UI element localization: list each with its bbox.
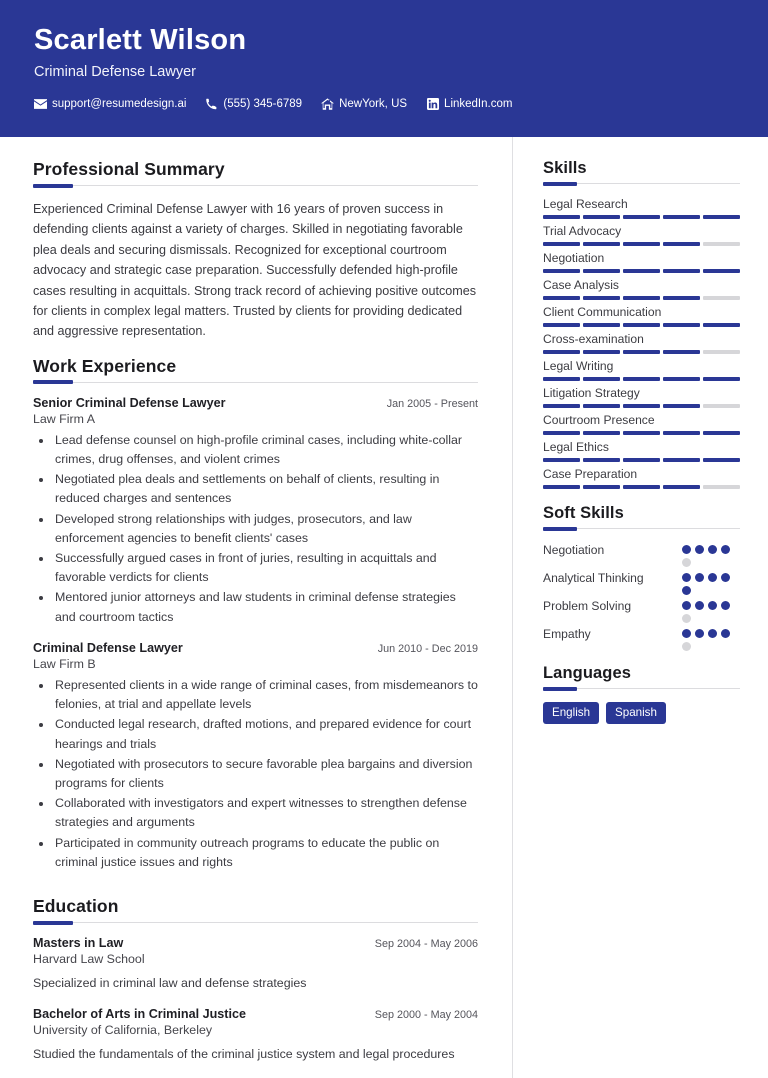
skill-segment (583, 269, 620, 273)
rating-dot (682, 586, 691, 595)
skill-level-bar (543, 485, 740, 489)
skill-row (543, 359, 740, 381)
skill-level-bar (543, 296, 740, 300)
skill-level-bar (543, 242, 740, 246)
contact-text: LinkedIn.com (444, 97, 513, 110)
skill-label: Case Analysis (543, 278, 619, 292)
contact-item[interactable] (321, 97, 407, 110)
skill-segment (543, 458, 580, 462)
section-education (33, 896, 478, 1064)
skill-segment (623, 431, 660, 435)
bullet-item: • Conducted legal research, drafted motions, and prepared evidence for court hearings and trials (53, 715, 478, 753)
entry-organization: Harvard Law School (33, 952, 145, 967)
section-rule (543, 183, 740, 184)
section-title-soft-skills: Soft Skills (543, 504, 624, 522)
language-chip[interactable]: English (543, 702, 599, 724)
spacer (543, 654, 740, 664)
section-title-experience: Work Experience (33, 355, 177, 376)
entry-organization: Law Firm B (33, 656, 96, 671)
entry-organization: University of California, Berkeley (33, 1023, 213, 1038)
skill-level-bar (543, 269, 740, 273)
skill-label: Client Communication (543, 305, 662, 319)
rating-dot (682, 545, 691, 554)
skill-segment (703, 458, 740, 462)
rating-dot (721, 629, 730, 638)
skill-segment (703, 296, 740, 300)
skill-segment (663, 242, 700, 246)
entry-date: Sep 2000 - May 2004 (374, 1009, 478, 1022)
rating-dot (721, 545, 730, 554)
section-soft-skills (543, 504, 740, 651)
skill-row (543, 386, 740, 408)
section-rule (33, 922, 478, 923)
skill-segment (583, 215, 620, 219)
soft-skill-dots (682, 570, 740, 595)
soft-skills-list (543, 542, 740, 651)
entry-head (33, 936, 478, 950)
skill-level-bar (543, 323, 740, 327)
language-chip[interactable]: Spanish (606, 702, 666, 724)
bullet-item: • Developed strong relationships with judges, prosecutors, and law enforcement agencies to benefit clients' cases (53, 510, 478, 548)
skill-segment (663, 323, 700, 327)
job-title: Criminal Defense Lawyer (34, 64, 196, 81)
skills-list (543, 197, 740, 489)
rating-dot (695, 573, 704, 582)
skill-label: Cross-examination (543, 332, 644, 346)
email-icon (34, 97, 47, 110)
skill-segment (663, 458, 700, 462)
skill-segment (583, 404, 620, 408)
rating-dot (682, 601, 691, 610)
entry-head (33, 641, 478, 655)
entry-bullets (33, 431, 478, 627)
skill-segment (543, 242, 580, 246)
skill-row (543, 251, 740, 273)
skill-segment (543, 215, 580, 219)
contact-text: support@resumedesign.ai (52, 97, 187, 110)
skill-segment (543, 296, 580, 300)
skill-label: Legal Ethics (543, 440, 609, 454)
rating-dot (695, 545, 704, 554)
skill-segment (583, 431, 620, 435)
experience-list (33, 396, 478, 872)
skill-segment (703, 323, 740, 327)
skill-segment (623, 215, 660, 219)
skill-segment (623, 296, 660, 300)
entry-head (33, 396, 478, 410)
rating-dot (695, 601, 704, 610)
soft-skill-label: Negotiation (543, 543, 605, 557)
rating-dot (682, 642, 691, 651)
skill-segment (623, 458, 660, 462)
skill-segment (583, 296, 620, 300)
contact-item[interactable] (205, 97, 302, 110)
resume-header (0, 0, 768, 137)
entry-title: Senior Criminal Defense Lawyer (33, 395, 226, 410)
skill-segment (703, 350, 740, 354)
entry (33, 1007, 478, 1064)
contact-text: NewYork, US (339, 97, 408, 110)
entry-head (33, 1007, 478, 1021)
section-title-languages: Languages (543, 664, 632, 682)
skill-label: Trial Advocacy (543, 224, 622, 238)
rating-dot (721, 601, 730, 610)
entry-date: Sep 2004 - May 2006 (374, 938, 478, 951)
skill-row (543, 305, 740, 327)
skill-segment (623, 242, 660, 246)
skill-segment (543, 431, 580, 435)
skill-segment (583, 458, 620, 462)
skill-segment (663, 215, 700, 219)
skill-level-bar (543, 431, 740, 435)
spacer (33, 342, 478, 356)
skill-segment (703, 431, 740, 435)
skill-segment (583, 350, 620, 354)
skill-level-bar (543, 377, 740, 381)
entry-date: Jan 2005 - Present (386, 397, 478, 410)
section-languages (543, 664, 740, 724)
contact-item[interactable] (34, 97, 186, 110)
spacer (543, 494, 740, 504)
skill-segment (623, 269, 660, 273)
spacer (33, 886, 478, 896)
bullet-item: • Negotiated plea deals and settlements on behalf of clients, resulting in reduced charges and sentences (53, 470, 478, 508)
skill-segment (623, 350, 660, 354)
page-title: Scarlett Wilson (34, 24, 247, 56)
sidebar-column (513, 137, 768, 1078)
skill-label: Case Preparation (543, 467, 638, 481)
skill-row (543, 332, 740, 354)
section-title-education: Education (33, 896, 119, 917)
skill-segment (663, 404, 700, 408)
bullet-item: • Participated in community outreach programs to educate the public on criminal justice issues and rights (53, 834, 478, 872)
rating-dot (708, 545, 717, 554)
skill-segment (583, 323, 620, 327)
soft-skill-row (543, 570, 740, 595)
skill-segment (703, 485, 740, 489)
soft-skill-row (543, 626, 740, 651)
skill-segment (543, 404, 580, 408)
bullet-item: • Successfully argued cases in front of juries, resulting in acquittals and favorable verdicts for clients (53, 549, 478, 587)
skill-segment (663, 296, 700, 300)
skill-segment (623, 323, 660, 327)
skill-row (543, 440, 740, 462)
skill-segment (663, 377, 700, 381)
skill-segment (703, 269, 740, 273)
bullet-item: • Negotiated with prosecutors to secure favorable plea bargains and diversion programs for clients (53, 755, 478, 793)
skill-segment (703, 377, 740, 381)
skill-level-bar (543, 350, 740, 354)
skill-segment (583, 242, 620, 246)
skill-label: Negotiation (543, 251, 605, 265)
skill-label: Litigation Strategy (543, 386, 640, 400)
skill-segment (663, 485, 700, 489)
phone-icon (205, 97, 218, 110)
skill-label: Courtroom Presence (543, 413, 655, 427)
skill-label: Legal Research (543, 197, 628, 211)
bullet-item: • Lead defense counsel on high-profile criminal cases, including white-collar crimes, drug offenses, and violent crimes (53, 431, 478, 469)
skill-level-bar (543, 458, 740, 462)
section-skills (543, 159, 740, 489)
entry (33, 396, 478, 627)
soft-skill-row (543, 542, 740, 567)
entry (33, 936, 478, 993)
skill-segment (703, 404, 740, 408)
skill-level-bar (543, 215, 740, 219)
resume-body (0, 137, 768, 1078)
skill-level-bar (543, 404, 740, 408)
entry-description: Specialized in criminal law and defense strategies (33, 976, 307, 991)
rating-dot (721, 573, 730, 582)
section-professional-summary (33, 159, 478, 342)
summary-text: Experienced Criminal Defense Lawyer with 16 years of proven success in defending clients against a variety of charges. Skilled in negotiating favorable plea deals and securing dismissals. Recognized for exceptional courtroom advocacy and strategic case preparation. Successfully defended high-profile cases resulting in acquittals. Strong track record of achieving positive outcomes for clients in complex legal matters. Trusted by clients for providing dedicated and aggressive representation. (33, 202, 477, 339)
skill-segment (543, 269, 580, 273)
home-icon (321, 97, 334, 110)
skill-segment (543, 350, 580, 354)
skill-segment (623, 377, 660, 381)
skill-segment (623, 404, 660, 408)
languages-list (543, 702, 740, 724)
skill-segment (583, 377, 620, 381)
soft-skill-label: Empathy (543, 627, 591, 641)
contact-item[interactable] (426, 97, 512, 110)
skill-segment (663, 431, 700, 435)
skill-segment (543, 377, 580, 381)
main-column (0, 137, 513, 1078)
entry-organization: Law Firm A (33, 411, 95, 426)
rating-dot (682, 614, 691, 623)
section-work-experience (33, 356, 478, 872)
entry-bullets (33, 676, 478, 872)
rating-dot (682, 558, 691, 567)
entry-title: Criminal Defense Lawyer (33, 640, 183, 655)
entry-date: Jun 2010 - Dec 2019 (377, 642, 478, 655)
entry-title: Masters in Law (33, 936, 124, 951)
soft-skill-dots (682, 626, 740, 651)
skill-segment (703, 215, 740, 219)
skill-segment (543, 485, 580, 489)
skill-segment (583, 485, 620, 489)
section-title-summary: Professional Summary (33, 159, 225, 179)
entry-description: Studied the fundamentals of the criminal justice system and legal procedures (33, 1047, 455, 1062)
skill-row (543, 278, 740, 300)
entry (33, 641, 478, 872)
rating-dot (682, 573, 691, 582)
soft-skill-label: Problem Solving (543, 599, 632, 613)
skill-segment (543, 323, 580, 327)
skill-segment (663, 269, 700, 273)
skill-row (543, 224, 740, 246)
skill-row (543, 467, 740, 489)
section-rule (543, 688, 740, 689)
bullet-item: • Mentored junior attorneys and law students in criminal defense strategies and courtroom tactics (53, 588, 478, 626)
skill-segment (703, 242, 740, 246)
soft-skill-label: Analytical Thinking (543, 571, 644, 585)
linkedin-icon (426, 97, 439, 110)
skill-label: Legal Writing (543, 359, 614, 373)
soft-skill-dots (682, 542, 740, 567)
soft-skill-row (543, 598, 740, 623)
soft-skill-dots (682, 598, 740, 623)
bullet-item: • Represented clients in a wide range of criminal cases, from misdemeanors to felonies, at trial and appellate levels (53, 676, 478, 714)
rating-dot (695, 629, 704, 638)
skill-segment (663, 350, 700, 354)
contact-row (34, 97, 734, 110)
rating-dot (708, 629, 717, 638)
skill-row (543, 413, 740, 435)
section-rule (543, 528, 740, 529)
rating-dot (708, 573, 717, 582)
skill-segment (623, 485, 660, 489)
rating-dot (682, 629, 691, 638)
education-list (33, 936, 478, 1064)
skill-row (543, 197, 740, 219)
bullet-item: • Collaborated with investigators and expert witnesses to strengthen defense strategies and arguments (53, 794, 478, 832)
rating-dot (708, 601, 717, 610)
contact-text: (555) 345-6789 (223, 97, 303, 110)
section-rule (33, 185, 478, 186)
section-rule (33, 382, 478, 383)
section-title-skills: Skills (543, 159, 587, 177)
entry-title: Bachelor of Arts in Criminal Justice (33, 1007, 246, 1022)
